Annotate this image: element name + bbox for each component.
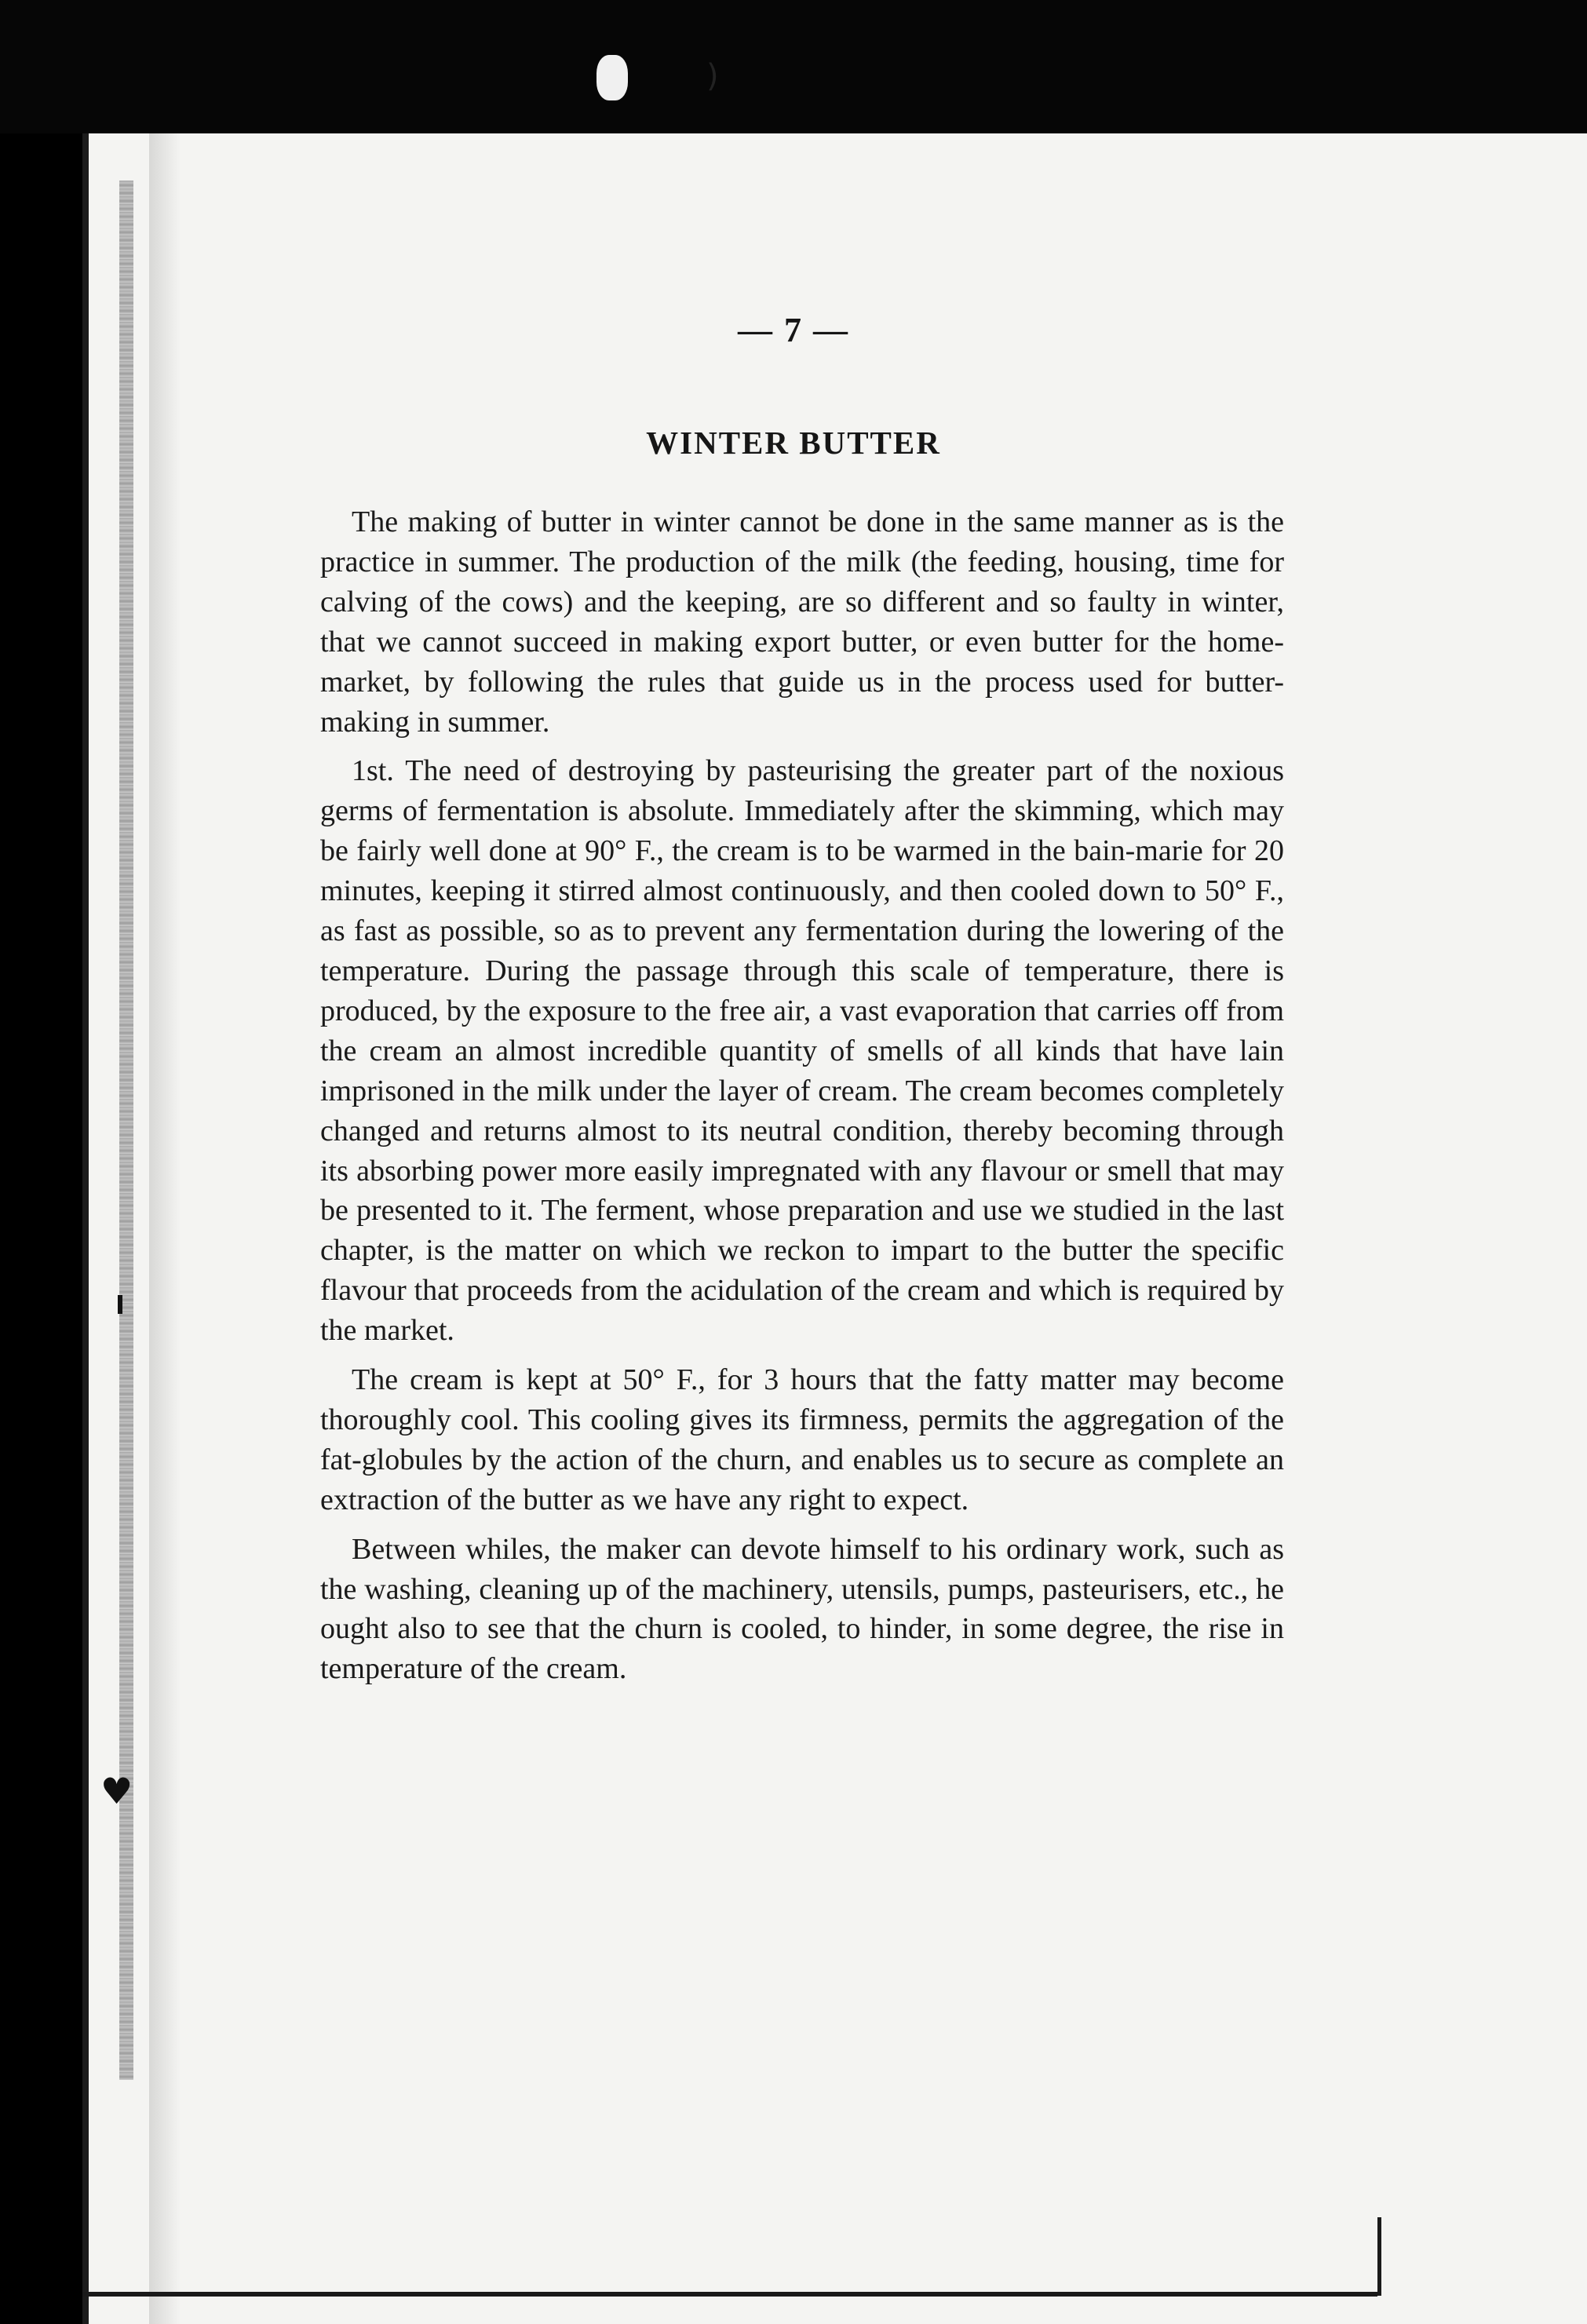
- paragraph-4: Between whiles, the maker can devote himself to his ordinary work, such as the washing, cleaning up of the machinery, utensils, pumps, pasteurisers, etc., he ought also to see that the churn is cooled, to hinder, in some degree, the rise in temperature of the cream.: [320, 1532, 1284, 1686]
- scan-artifact-dot: [118, 1295, 122, 1314]
- page-body: [320, 502, 1284, 1698]
- scan-artifact-ink-blot: ♥: [100, 1770, 133, 1812]
- scan-artifact-blob: [596, 55, 628, 100]
- scan-corner-edge: [1377, 2217, 1381, 2296]
- scan-bottom-edge: [82, 2292, 1377, 2297]
- paragraph-1: The making of butter in winter cannot be done in the same manner as is the practice in summer. The production of the milk (the feeding, housing, time for calving of the cows) and the keeping, are so different and so faulty in winter, that we cannot succeed in making export butter, or even butter for the home-market, by following the rules that guide us in the process used for butter-making in summer.: [320, 505, 1284, 739]
- scan-top-margin: [0, 0, 1587, 133]
- scan-artifact-mark: ): [706, 58, 719, 94]
- page-binding-edge: [82, 133, 89, 2324]
- chapter-heading: WINTER BUTTER: [646, 425, 941, 461]
- paragraph-3: The cream is kept at 50° F., for 3 hours that the fatty matter may become thoroughly cool. This cooling gives its firmness, permits the aggregation of the fat-globules by the action of the churn, and enables us to secure as complete an extraction of the butter as we have any right to expect.: [320, 1363, 1284, 1516]
- page-number: — 7 —: [738, 311, 849, 349]
- paragraph-2: 1st. The need of destroying by pasteurising the greater part of the noxious germs of fermentation is absolute. Immediately after the skimming, which may be fairly well done at 90° F., the cream is to be warmed in the bain-marie for 20 minutes, keeping it stirred almost continuously, and then cooled down to 50° F., as fast as possible, so as to prevent any fermentation during the lowering of the temperature. During the passage through this scale of temperature, there is produced, by the exposure to the free air, a vast evaporation that carries off from the cream an almost incredible quantity of smells of all kinds that have lain imprisoned in the milk under the layer of cream. The cream becomes completely changed and returns almost to its neutral condition, thereby becoming through its absorbing power more easily impregnated with any flavour or smell that may be presented to it. The ferment, whose preparation and use we studied in the last chapter, is the matter on which we reckon to impart to the butter the specific flavour that proceeds from the acidulation of the cream and which is required by the market.: [320, 754, 1284, 1348]
